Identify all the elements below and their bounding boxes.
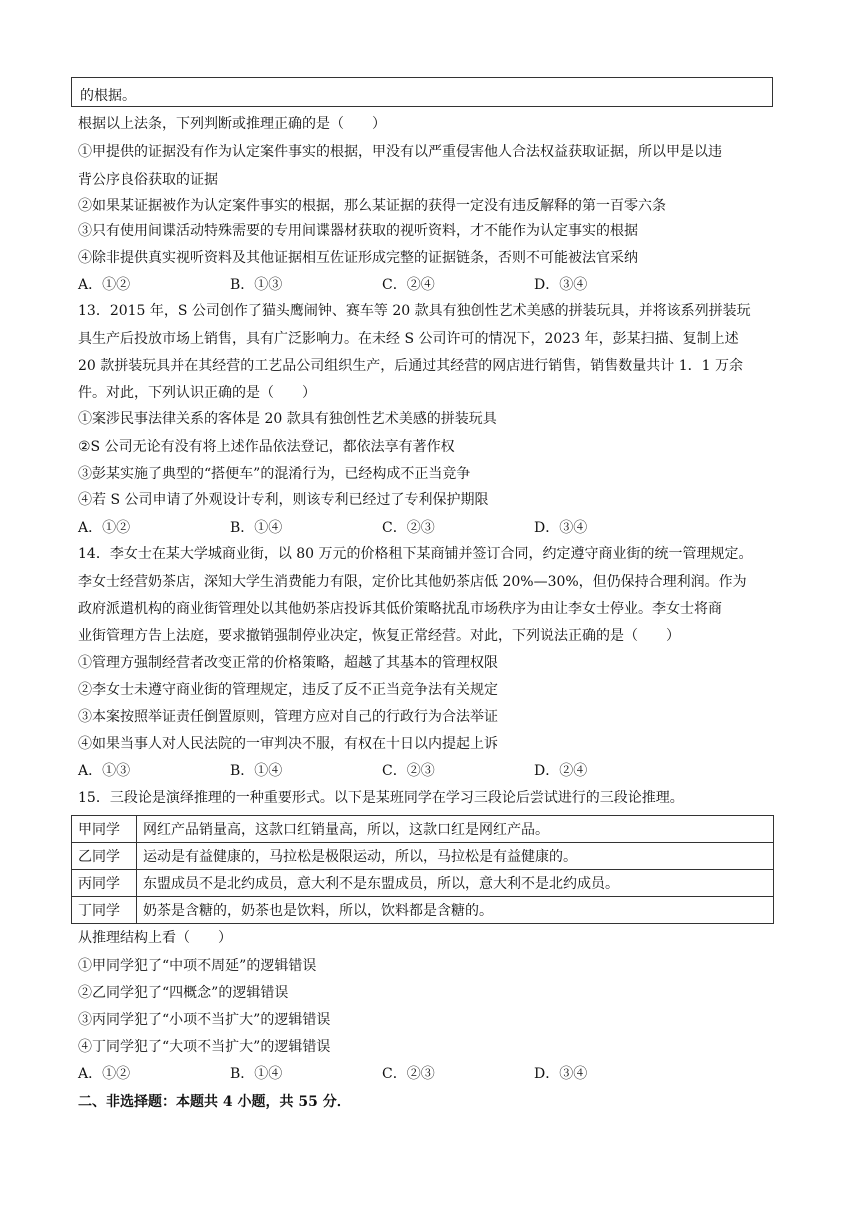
- q14-statement-2: ②李女士未遵守商业街的管理规定，违反了反不正当竞争法有关规定: [78, 682, 498, 698]
- q15-option-c[interactable]: C．②③: [382, 1066, 435, 1082]
- q13-statement-2: ②S 公司无论有没有将上述作品依法登记，都依法享有著作权: [78, 439, 455, 455]
- q14-option-d[interactable]: D．②④: [534, 763, 588, 779]
- q15-options: [78, 1065, 778, 1083]
- syllogism-text: 奶茶是含糖的，奶茶也是饮料，所以，饮料都是含糖的。: [137, 897, 774, 924]
- q15-stem: 从推理结构上看（ ）: [78, 930, 232, 946]
- q15-option-a[interactable]: A．①②: [78, 1066, 131, 1082]
- syllogism-table: [71, 815, 774, 924]
- q13-line-2: 具生产后投放市场上销售，具有广泛影响力。在未经 S 公司许可的情况下，2023 年，彭某扫描、复制上述: [78, 331, 739, 347]
- q12-option-b[interactable]: B．①③: [230, 277, 283, 293]
- q15-statement-4: ④丁同学犯了“大项不当扩大”的逻辑错误: [78, 1039, 331, 1055]
- q15-statement-2: ②乙同学犯了“四概念”的逻辑错误: [78, 985, 289, 1001]
- q14-line-2: 李女士经营奶茶店，深知大学生消费能力有限，定价比其他奶茶店低 20%—30%，但仍保持合理利润。作为: [78, 574, 747, 590]
- student-name: 乙同学: [72, 843, 137, 870]
- q12-stem: 根据以上法条，下列判断或推理正确的是（ ）: [78, 116, 386, 132]
- q12-statement-2: ②如果某证据被作为认定案件事实的根据，那么某证据的获得一定没有违反解释的第一百零六条: [78, 198, 666, 214]
- q15-line-1: 15．三段论是演绎推理的一种重要形式。以下是某班同学在学习三段论后尝试进行的三段论推理。: [78, 790, 684, 806]
- q14-options: [78, 762, 778, 780]
- syllogism-text: 东盟成员不是北约成员，意大利不是东盟成员，所以，意大利不是北约成员。: [137, 870, 774, 897]
- table-row: [72, 870, 774, 897]
- q14-line-4: 业街管理方告上法庭，要求撤销强制停业决定，恢复正常经营。对此，下列说法正确的是（ ）: [78, 628, 680, 644]
- q14-option-c[interactable]: C．②③: [382, 763, 435, 779]
- table-row: [72, 897, 774, 924]
- q15-option-d[interactable]: D．③④: [534, 1066, 588, 1082]
- q12-statement-3: ③只有使用间谍活动特殊需要的专用间谍器材获取的视听资料，才不能作为认定事实的根据: [78, 223, 638, 239]
- q13-line-4: 件。对此，下列认识正确的是（ ）: [78, 385, 316, 401]
- q12-option-d[interactable]: D．③④: [534, 277, 588, 293]
- q14-option-b[interactable]: B．①④: [230, 763, 283, 779]
- q13-option-a[interactable]: A．①②: [78, 520, 131, 536]
- q15-statement-3: ③丙同学犯了“小项不当扩大”的逻辑错误: [78, 1012, 331, 1028]
- q13-statement-4: ④若 S 公司申请了外观设计专利，则该专利已经过了专利保护期限: [78, 492, 489, 508]
- q12-statement-1-cont: 背公序良俗获取的证据: [78, 172, 218, 188]
- q12-options: [78, 276, 778, 294]
- q12-statement-1: ①甲提供的证据没有作为认定案件事实的根据，甲没有以严重侵害他人合法权益获取证据，所以甲是以违: [78, 144, 722, 160]
- q14-statement-4: ④如果当事人对人民法院的一审判决不服，有权在十日以内提起上诉: [78, 736, 498, 752]
- syllogism-text: 网红产品销量高，这款口红销量高，所以，这款口红是网红产品。: [137, 816, 774, 843]
- q14-statement-1: ①管理方强制经营者改变正常的价格策略，超越了其基本的管理权限: [78, 655, 498, 671]
- table-row: [72, 816, 774, 843]
- student-name: 甲同学: [72, 816, 137, 843]
- q13-statement-3: ③彭某实施了典型的“搭便车”的混淆行为，已经构成不正当竞争: [78, 466, 471, 482]
- q14-statement-3: ③本案按照举证责任倒置原则，管理方应对自己的行政行为合法举证: [78, 709, 498, 725]
- q13-option-c[interactable]: C．②③: [382, 520, 435, 536]
- table-row: [72, 843, 774, 870]
- q12-option-a[interactable]: A．①②: [78, 277, 131, 293]
- q13-line-1: 13．2015 年，S 公司创作了猫头鹰闹钟、赛车等 20 款具有独创性艺术美感的拼装玩具，并将该系列拼装玩: [78, 303, 751, 319]
- section-heading-non-choice: 二、非选择题：本题共 4 小题，共 55 分．: [78, 1094, 351, 1110]
- student-name: 丁同学: [72, 897, 137, 924]
- q15-option-b[interactable]: B．①④: [230, 1066, 283, 1082]
- q13-statement-1: ①案涉民事法律关系的客体是 20 款具有独创性艺术美感的拼装玩具: [78, 411, 497, 427]
- q15-statement-1: ①甲同学犯了“中项不周延”的逻辑错误: [78, 958, 317, 974]
- boxed-legal-text: [71, 77, 773, 107]
- q13-options: [78, 519, 778, 537]
- q13-option-b[interactable]: B．①④: [230, 520, 283, 536]
- q14-line-3: 政府派遣机构的商业街管理处以其他奶茶店投诉其低价策略扰乱市场秩序为由让李女士停业。李女士将商: [78, 601, 722, 617]
- q12-statement-4: ④除非提供真实视听资料及其他证据相互佐证形成完整的证据链条，否则不可能被法官采纳: [78, 250, 638, 266]
- q14-line-1: 14．李女士在某大学城商业街，以 80 万元的价格租下某商铺并签订合同，约定遵守商业街的统一管理规定。: [78, 546, 753, 562]
- syllogism-text: 运动是有益健康的，马拉松是极限运动，所以，马拉松是有益健康的。: [137, 843, 774, 870]
- q14-option-a[interactable]: A．①③: [78, 763, 131, 779]
- q13-line-3: 20 款拼装玩具并在其经营的工艺品公司组织生产，后通过其经营的网店进行销售，销售数量共计 1．1 万余: [78, 358, 743, 374]
- q12-option-c[interactable]: C．②④: [382, 277, 435, 293]
- boxed-text: 的根据。: [80, 88, 136, 104]
- student-name: 丙同学: [72, 870, 137, 897]
- q13-option-d[interactable]: D．③④: [534, 520, 588, 536]
